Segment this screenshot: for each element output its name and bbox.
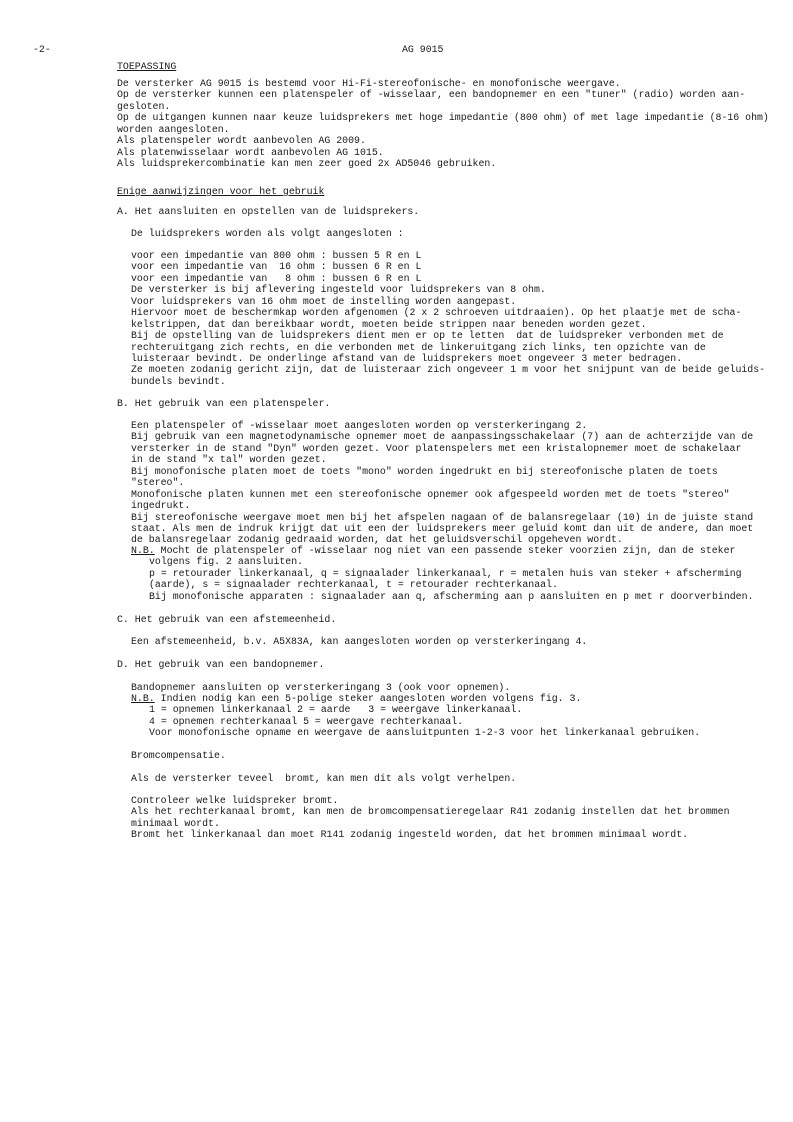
document-model: AG 9015 xyxy=(402,44,444,55)
text-line: De versterker is bij aflevering ingesteld voor luidsprekers van 8 ohm. xyxy=(131,284,546,296)
text-line: gesloten. xyxy=(117,100,171,112)
text-line: in de stand "x tal" worden gezet. xyxy=(131,454,327,466)
intro xyxy=(117,78,769,170)
brom-body xyxy=(131,795,730,841)
text-line: minimaal wordt. xyxy=(131,817,220,829)
text-line: Als het rechterkanaal bromt, kan men de bromcompensatieregelaar R41 zodanig instellen dat het brommen xyxy=(131,806,730,818)
text-line: Bij gebruik van een magnetodynamische opnemer moet de aanpassingsschakelaar (7) aan de achterzijde van de xyxy=(131,431,754,443)
section-d-title xyxy=(117,659,324,670)
text-line: B. Het gebruik van een platenspeler. xyxy=(117,398,331,409)
text-line: De luidsprekers worden als volgt aangesloten : xyxy=(131,228,404,239)
section-c-body xyxy=(131,636,587,647)
text-line: Ze moeten zodanig gericht zijn, dat de luisteraar zich ongeveer 1 m voor het snijpunt van de beide geluids- xyxy=(131,364,766,376)
nota-bene-label: N.B. xyxy=(131,545,155,556)
text-line: worden aangesloten. xyxy=(117,123,230,135)
section-d-body xyxy=(131,682,510,693)
text-line: Een afstemeenheid, b.v. A5X83A, kan aangesloten worden op versterkeringang 4. xyxy=(131,636,588,647)
text-line: "stereo". xyxy=(131,477,185,489)
text-line: De versterker AG 9015 is bestemd voor Hi-Fi-stereofonische- en monofonische weergave. xyxy=(117,78,621,89)
text-line: voor een impedantie van 16 ohm : bussen 6 R en L xyxy=(131,261,422,273)
text-line: (aarde), s = signaalader rechterkanaal, t = retourader rechterkanaal. xyxy=(149,579,558,591)
text-line: Bij de opstelling van de luidsprekers dient men er op te letten dat de luidspreker verbonden met de xyxy=(131,330,724,342)
section-b-body xyxy=(131,420,753,546)
text-line: luisteraar bevindt. De onderlinge afstand van de luidsprekers moet ongeveer 3 meter bedragen. xyxy=(131,352,683,364)
text-line xyxy=(131,693,700,704)
text-line: bundels bevindt. xyxy=(131,375,226,387)
text-line: Op de uitgangen kunnen naar keuze luidsprekers met hoge impedantie (800 ohm) of met lage impedantie (8-16 ohm) xyxy=(117,112,769,124)
brom-title xyxy=(131,750,226,761)
text-line: voor een impedantie van 8 ohm : bussen 6 R en L xyxy=(131,272,422,284)
section-heading: TOEPASSING xyxy=(117,61,177,72)
section-a-body xyxy=(131,250,765,387)
text-line: Voor monofonische opname en weergave de aansluitpunten 1-2-3 voor het linkerkanaal gebruiken. xyxy=(149,727,701,739)
section-a-title xyxy=(117,206,419,217)
text-line: kelstrippen, dat dan bereikbaar wordt, moeten beide strippen naar beneden worden gezet. xyxy=(131,318,647,330)
text-line: Controleer welke luidspreker bromt. xyxy=(131,795,339,806)
section-a-intro xyxy=(131,228,404,239)
text-line: voor een impedantie van 800 ohm : bussen 5 R en L xyxy=(131,250,422,261)
text-line: Monofonische platen kunnen met een stereofonische opnemer ook afgespeeld worden met de toets "stereo" xyxy=(131,488,730,500)
text-line: rechteruitgang zich rechts, en die verbonden met de linkeruitgang zich links, ten opzichte van de xyxy=(131,341,706,353)
nota-bene-label: N.B. xyxy=(131,693,155,704)
section-b-note xyxy=(131,545,753,602)
text-line: Bij monofonische apparaten : signaalader aan q, afscherming aan p aansluiten en p met r doorverbinden. xyxy=(149,590,754,602)
text-line: Een platenspeler of -wisselaar moet aangesloten worden op versterkeringang 2. xyxy=(131,420,588,431)
text-line: de balansregelaar zodanig gedraaid worden, dat het geluidsverschil opgeheven wordt. xyxy=(131,534,623,546)
text-line: Bromcompensatie. xyxy=(131,750,226,761)
text-line: p = retourader linkerkanaal, q = signaalader linkerkanaal, r = metalen huis van steker + afscherming xyxy=(149,567,742,579)
heading-toepassing xyxy=(117,61,176,72)
text-line: Op de versterker kunnen een platenspeler of -wisselaar, een bandopnemer en een "tuner" (radio) worden aan- xyxy=(117,89,746,101)
text-line: versterker in de stand "Dyn" worden gezet. Voor platenspelers met een kristalopnemer moet de schakelaar xyxy=(131,442,742,454)
section-b-title xyxy=(117,398,330,409)
text-line: Bandopnemer aansluiten op versterkeringang 3 (ook voor opnemen). xyxy=(131,682,511,693)
text-line: 4 = opnemen rechterkanaal 5 = weergave rechterkanaal. xyxy=(149,715,464,727)
text-line: 1 = opnemen linkerkanaal 2 = aarde 3 = weergave linkerkanaal. xyxy=(149,704,523,716)
page-number: -2- xyxy=(33,44,51,55)
text-line-content: Indien nodig kan een 5-polige steker aangesloten worden volgens fig. 3. xyxy=(154,693,582,704)
text-line: Als platenwisselaar wordt aanbevolen AG 1015. xyxy=(117,146,384,158)
section-heading: Enige aanwijzingen voor het gebruik xyxy=(117,186,325,197)
text-line: D. Het gebruik van een bandopnemer. xyxy=(117,659,325,670)
heading-aanwijzingen xyxy=(117,186,324,197)
text-line: C. Het gebruik van een afstemeenheid. xyxy=(117,614,337,625)
text-line xyxy=(131,545,753,556)
text-line: ingedrukt. xyxy=(131,500,191,512)
text-line: Als luidsprekercombinatie kan men zeer goed 2x AD5046 gebruiken. xyxy=(117,158,497,170)
text-line: A. Het aansluiten en opstellen van de luidsprekers. xyxy=(117,206,420,217)
section-d-note xyxy=(131,693,700,739)
text-line: Bij stereofonische weergave moet men bij het afspelen nagaan of de balansregelaar (10) in de juiste stand xyxy=(131,511,754,523)
text-line: Bij monofonische platen moet de toets "mono" worden ingedrukt en bij stereofonische platen de toets xyxy=(131,465,718,477)
brom-intro xyxy=(131,773,516,784)
section-c-title xyxy=(117,614,336,625)
text-line: Als platenspeler wordt aanbevolen AG 2009. xyxy=(117,135,366,147)
text-line-content: Mocht de platenspeler of -wisselaar nog niet van een passende steker voorzien zijn, dan de steker xyxy=(154,545,736,556)
text-line: volgens fig. 2 aansluiten. xyxy=(149,556,304,568)
text-line: Bromt het linkerkanaal dan moet R141 zodanig ingesteld worden, dat het brommen minimaal wordt. xyxy=(131,829,689,841)
text-line: Als de versterker teveel bromt, kan men dit als volgt verhelpen. xyxy=(131,773,517,784)
text-line: Hiervoor moet de beschermkap worden afgenomen (2 x 2 schroeven uitdraaien). Op het plaatje met de scha- xyxy=(131,307,742,319)
text-line: Voor luidsprekers van 16 ohm moet de instelling worden aangepast. xyxy=(131,295,517,307)
text-line: staat. Als men de indruk krijgt dat uit een der luidsprekers meer geluid komt dan uit de andere, dan moet xyxy=(131,522,754,534)
